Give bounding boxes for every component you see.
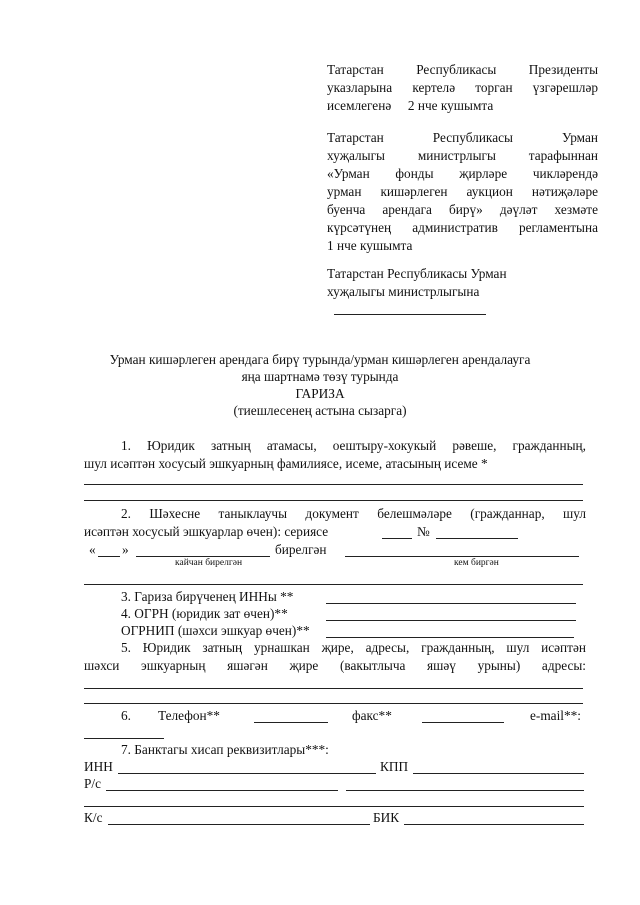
rs-field-1[interactable] <box>106 790 338 791</box>
item5-input-line-1[interactable] <box>84 688 583 689</box>
title-line1: Урман кишәрлеген арендага бирү турында/урман кишәрлеген арендалауга <box>109 352 531 367</box>
item4b-label: ОГРНИП (шәхси эшкуар өчен)** <box>121 623 310 638</box>
item2-series-label: исәптән хосусый эшкуарлар өчен): сериясе <box>84 524 329 539</box>
item2-series-field[interactable] <box>382 538 412 539</box>
item2-when-caption: кайчан бирелгән <box>175 558 243 568</box>
item2-quote-close: » <box>122 542 129 557</box>
item2-issuer-field[interactable] <box>345 556 579 557</box>
document-heading: ГАРИЗА <box>295 386 345 401</box>
appendix2-line6: күрсәтүнең административ регламентына <box>327 220 598 235</box>
item6-phone-label: Телефон** <box>158 708 220 723</box>
item7-label: 7. Банктагы хисап реквизитлары***: <box>121 742 329 757</box>
rs-label: Р/с <box>84 776 101 791</box>
item6-phone-field[interactable] <box>254 722 328 723</box>
item3-inn-field[interactable] <box>326 603 576 604</box>
item1-line1: 1. Юридик затның атамасы, оештыру-хокукый рәвеше, гражданның, <box>121 438 586 453</box>
appendix2-line1: Татарстан Республикасы Урман <box>327 130 598 145</box>
inn-field[interactable] <box>118 773 376 774</box>
item1-input-line-2[interactable] <box>84 500 583 501</box>
bik-label: БИК <box>373 810 400 825</box>
item1-input-line-1[interactable] <box>84 484 583 485</box>
appendix2-line5: буенча арендага бирү» дәүләт хезмәте <box>327 202 598 217</box>
appendix1-line2: указларына кертелә торган үзгәрешләр <box>327 80 598 95</box>
title-line2: яңа шартнамә төзү турында <box>241 369 399 384</box>
item6-email-field[interactable] <box>84 738 164 739</box>
appendix2-line7: 1 нче кушымта <box>327 238 413 253</box>
ks-field[interactable] <box>108 824 370 825</box>
item5-line2: шәхси эшкуарның яшәгән җире (вакытлыча яшәү урыны) адресы: <box>84 658 586 673</box>
item6-email-label: e-mail**: <box>530 708 581 723</box>
item5-input-line-2[interactable] <box>84 703 583 704</box>
item2-issued-label: бирелгән <box>275 542 327 557</box>
addressee-line2: хуҗалыгы министрлыгына <box>327 284 480 299</box>
kpp-field[interactable] <box>413 773 584 774</box>
item3-label: 3. Гариза бирүченең ИННы ** <box>121 589 294 604</box>
addressee-signature-line[interactable] <box>334 314 486 315</box>
appendix2-line2: хуҗалыгы министрлыгы тарафыннан <box>327 148 598 163</box>
rs-field-2[interactable] <box>346 790 584 791</box>
heading-note: (тиешлесенең астына сызарга) <box>233 403 407 418</box>
appendix2-line3: «Урман фонды җирләре чикләрендә <box>327 166 598 181</box>
kpp-label: КПП <box>380 759 409 774</box>
item2-quote-open: « <box>89 542 96 557</box>
appendix1-line3: исемлегенә 2 нче кушымта <box>327 98 494 113</box>
item2-date-field[interactable] <box>136 556 270 557</box>
item2-number-label: № <box>417 524 430 539</box>
item1-line2: шул исәптән хосусый эшкуарның фамилиясе, исеме, атасының исеме * <box>84 456 488 471</box>
item2-input-line[interactable] <box>84 584 583 585</box>
item6-fax-field[interactable] <box>422 722 504 723</box>
rs-field-3[interactable] <box>84 806 584 807</box>
item6-fax-label: факс** <box>352 708 392 723</box>
bik-field[interactable] <box>404 824 584 825</box>
ks-label: К/с <box>84 810 103 825</box>
item2-number-field[interactable] <box>436 538 518 539</box>
appendix1-line1: Татарстан Республикасы Президенты <box>327 62 598 77</box>
item6-number: 6. <box>121 708 131 723</box>
item5-line1: 5. Юридик затның урнашкан җире, адресы, гражданның, шул исәптән <box>121 640 586 655</box>
item2-line1: 2. Шәхесне таныклаучы документ белешмәләре (гражданнар, шул <box>121 506 586 521</box>
inn-label: ИНН <box>84 759 113 774</box>
addressee-line1: Татарстан Республикасы Урман <box>327 266 507 281</box>
item2-day-field[interactable] <box>98 556 120 557</box>
item2-who-caption: кем биргән <box>454 558 499 568</box>
appendix2-line4: урман кишәрлеген аукцион нәтиҗәләре <box>327 184 598 199</box>
item4-ogrn-field[interactable] <box>326 620 576 621</box>
item4b-ogrnip-field[interactable] <box>326 637 574 638</box>
item4-label: 4. ОГРН (юридик зат өчен)** <box>121 606 288 621</box>
